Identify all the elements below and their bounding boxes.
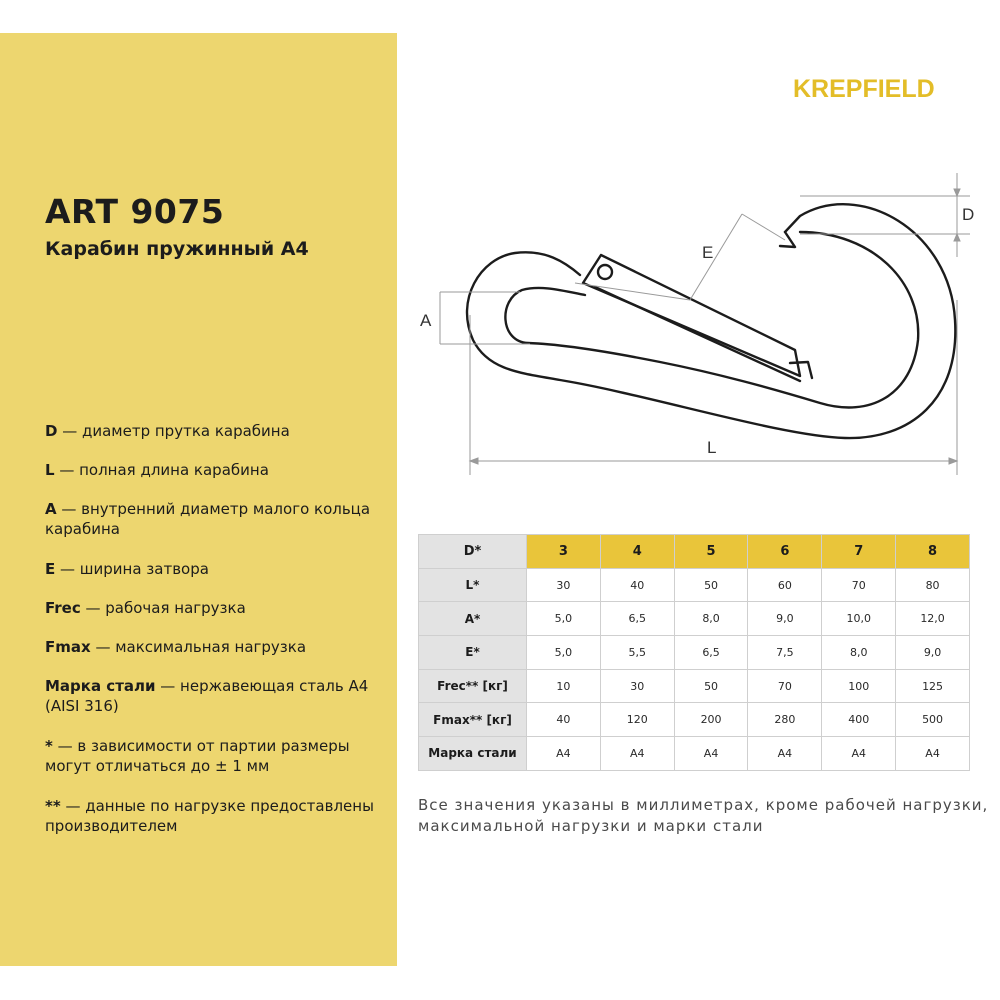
header-value-cell: 7 <box>822 535 896 569</box>
value-cell: 200 <box>674 703 748 737</box>
value-cell: 80 <box>896 568 970 602</box>
dimension-label-d: D <box>962 205 975 224</box>
value-cell: 50 <box>674 669 748 703</box>
value-cell: 9,0 <box>896 636 970 670</box>
value-cell: 120 <box>600 703 674 737</box>
legend-text: — данные по нагрузке предоставлены производителем <box>45 797 374 835</box>
value-cell: 30 <box>600 669 674 703</box>
brand-logo: KREPFIELD <box>793 75 935 103</box>
row-label-cell: Fmax** [кг] <box>419 703 527 737</box>
table-row <box>419 703 970 737</box>
header-value-cell: 8 <box>896 535 970 569</box>
dimension-label-l: L <box>707 438 717 457</box>
carabiner-outline <box>467 204 955 438</box>
legend-item-steel <box>45 676 390 716</box>
legend-text: — диаметр прутка карабина <box>57 422 290 440</box>
value-cell: 6,5 <box>600 602 674 636</box>
value-cell: 5,0 <box>527 602 601 636</box>
legend-key: Frec <box>45 599 81 617</box>
table-row <box>419 568 970 602</box>
value-cell: 500 <box>896 703 970 737</box>
row-label-cell: A* <box>419 602 527 636</box>
value-cell: 280 <box>748 703 822 737</box>
value-cell: А4 <box>896 737 970 771</box>
parameter-legend <box>45 421 390 856</box>
legend-item-note-load <box>45 796 390 836</box>
value-cell: А4 <box>600 737 674 771</box>
legend-text: — максимальная нагрузка <box>90 638 307 656</box>
dimension-label-a: A <box>420 311 432 330</box>
value-cell: 40 <box>600 568 674 602</box>
units-note: Все значения указаны в миллиметрах, кроме рабочей нагрузки, максимальной нагрузки и марки стали <box>418 796 989 835</box>
value-cell: 125 <box>896 669 970 703</box>
product-name: Карабин пружинный А4 <box>45 238 309 260</box>
legend-key: A <box>45 500 57 518</box>
legend-item-a <box>45 499 390 539</box>
legend-key: Марка стали <box>45 677 156 695</box>
value-cell: А4 <box>748 737 822 771</box>
row-label-cell: Марка стали <box>419 737 527 771</box>
value-cell: 9,0 <box>748 602 822 636</box>
legend-item-frec <box>45 598 390 618</box>
value-cell: 5,0 <box>527 636 601 670</box>
header-label-cell: D* <box>419 535 527 569</box>
legend-key: * <box>45 737 53 755</box>
value-cell: 60 <box>748 568 822 602</box>
header-value-cell: 5 <box>674 535 748 569</box>
legend-key: L <box>45 461 55 479</box>
row-label-cell: Frec** [кг] <box>419 669 527 703</box>
table-row <box>419 669 970 703</box>
row-label-cell: E* <box>419 636 527 670</box>
value-cell: 50 <box>674 568 748 602</box>
legend-text: — в зависимости от партии размеры могут отличаться до ± 1 мм <box>45 737 350 775</box>
specifications-table <box>418 534 970 771</box>
legend-item-e <box>45 559 390 579</box>
value-cell: 400 <box>822 703 896 737</box>
legend-item-fmax <box>45 637 390 657</box>
legend-item-d <box>45 421 390 441</box>
carabiner-drawing <box>415 160 990 480</box>
table-row <box>419 737 970 771</box>
value-cell: 40 <box>527 703 601 737</box>
row-label-cell: L* <box>419 568 527 602</box>
header-value-cell: 4 <box>600 535 674 569</box>
legend-item-l <box>45 460 390 480</box>
value-cell: 10 <box>527 669 601 703</box>
legend-key: E <box>45 560 56 578</box>
header-value-cell: 6 <box>748 535 822 569</box>
legend-text: — ширина затвора <box>55 560 209 578</box>
legend-key: D <box>45 422 58 440</box>
legend-text: — нержавеющая сталь А4 (AISI 316) <box>45 677 369 715</box>
value-cell: 5,5 <box>600 636 674 670</box>
value-cell: А4 <box>527 737 601 771</box>
dimension-lines <box>440 173 970 475</box>
header-value-cell: 3 <box>527 535 601 569</box>
table-row <box>419 602 970 636</box>
value-cell: 8,0 <box>822 636 896 670</box>
dimension-label-e: E <box>702 243 714 262</box>
value-cell: А4 <box>674 737 748 771</box>
value-cell: 6,5 <box>674 636 748 670</box>
value-cell: 10,0 <box>822 602 896 636</box>
legend-text: — рабочая нагрузка <box>80 599 246 617</box>
value-cell: 7,5 <box>748 636 822 670</box>
value-cell: 70 <box>822 568 896 602</box>
value-cell: 8,0 <box>674 602 748 636</box>
legend-text: — полная длина карабина <box>54 461 269 479</box>
article-number: ART 9075 <box>45 192 225 231</box>
value-cell: 100 <box>822 669 896 703</box>
legend-text: — внутренний диаметр малого кольца карабина <box>45 500 371 538</box>
value-cell: 12,0 <box>896 602 970 636</box>
value-cell: 30 <box>527 568 601 602</box>
legend-key: ** <box>45 797 61 815</box>
table-header-row <box>419 535 970 569</box>
value-cell: А4 <box>822 737 896 771</box>
legend-key: Fmax <box>45 638 91 656</box>
legend-item-note-tolerance <box>45 736 390 776</box>
table-row <box>419 636 970 670</box>
value-cell: 70 <box>748 669 822 703</box>
